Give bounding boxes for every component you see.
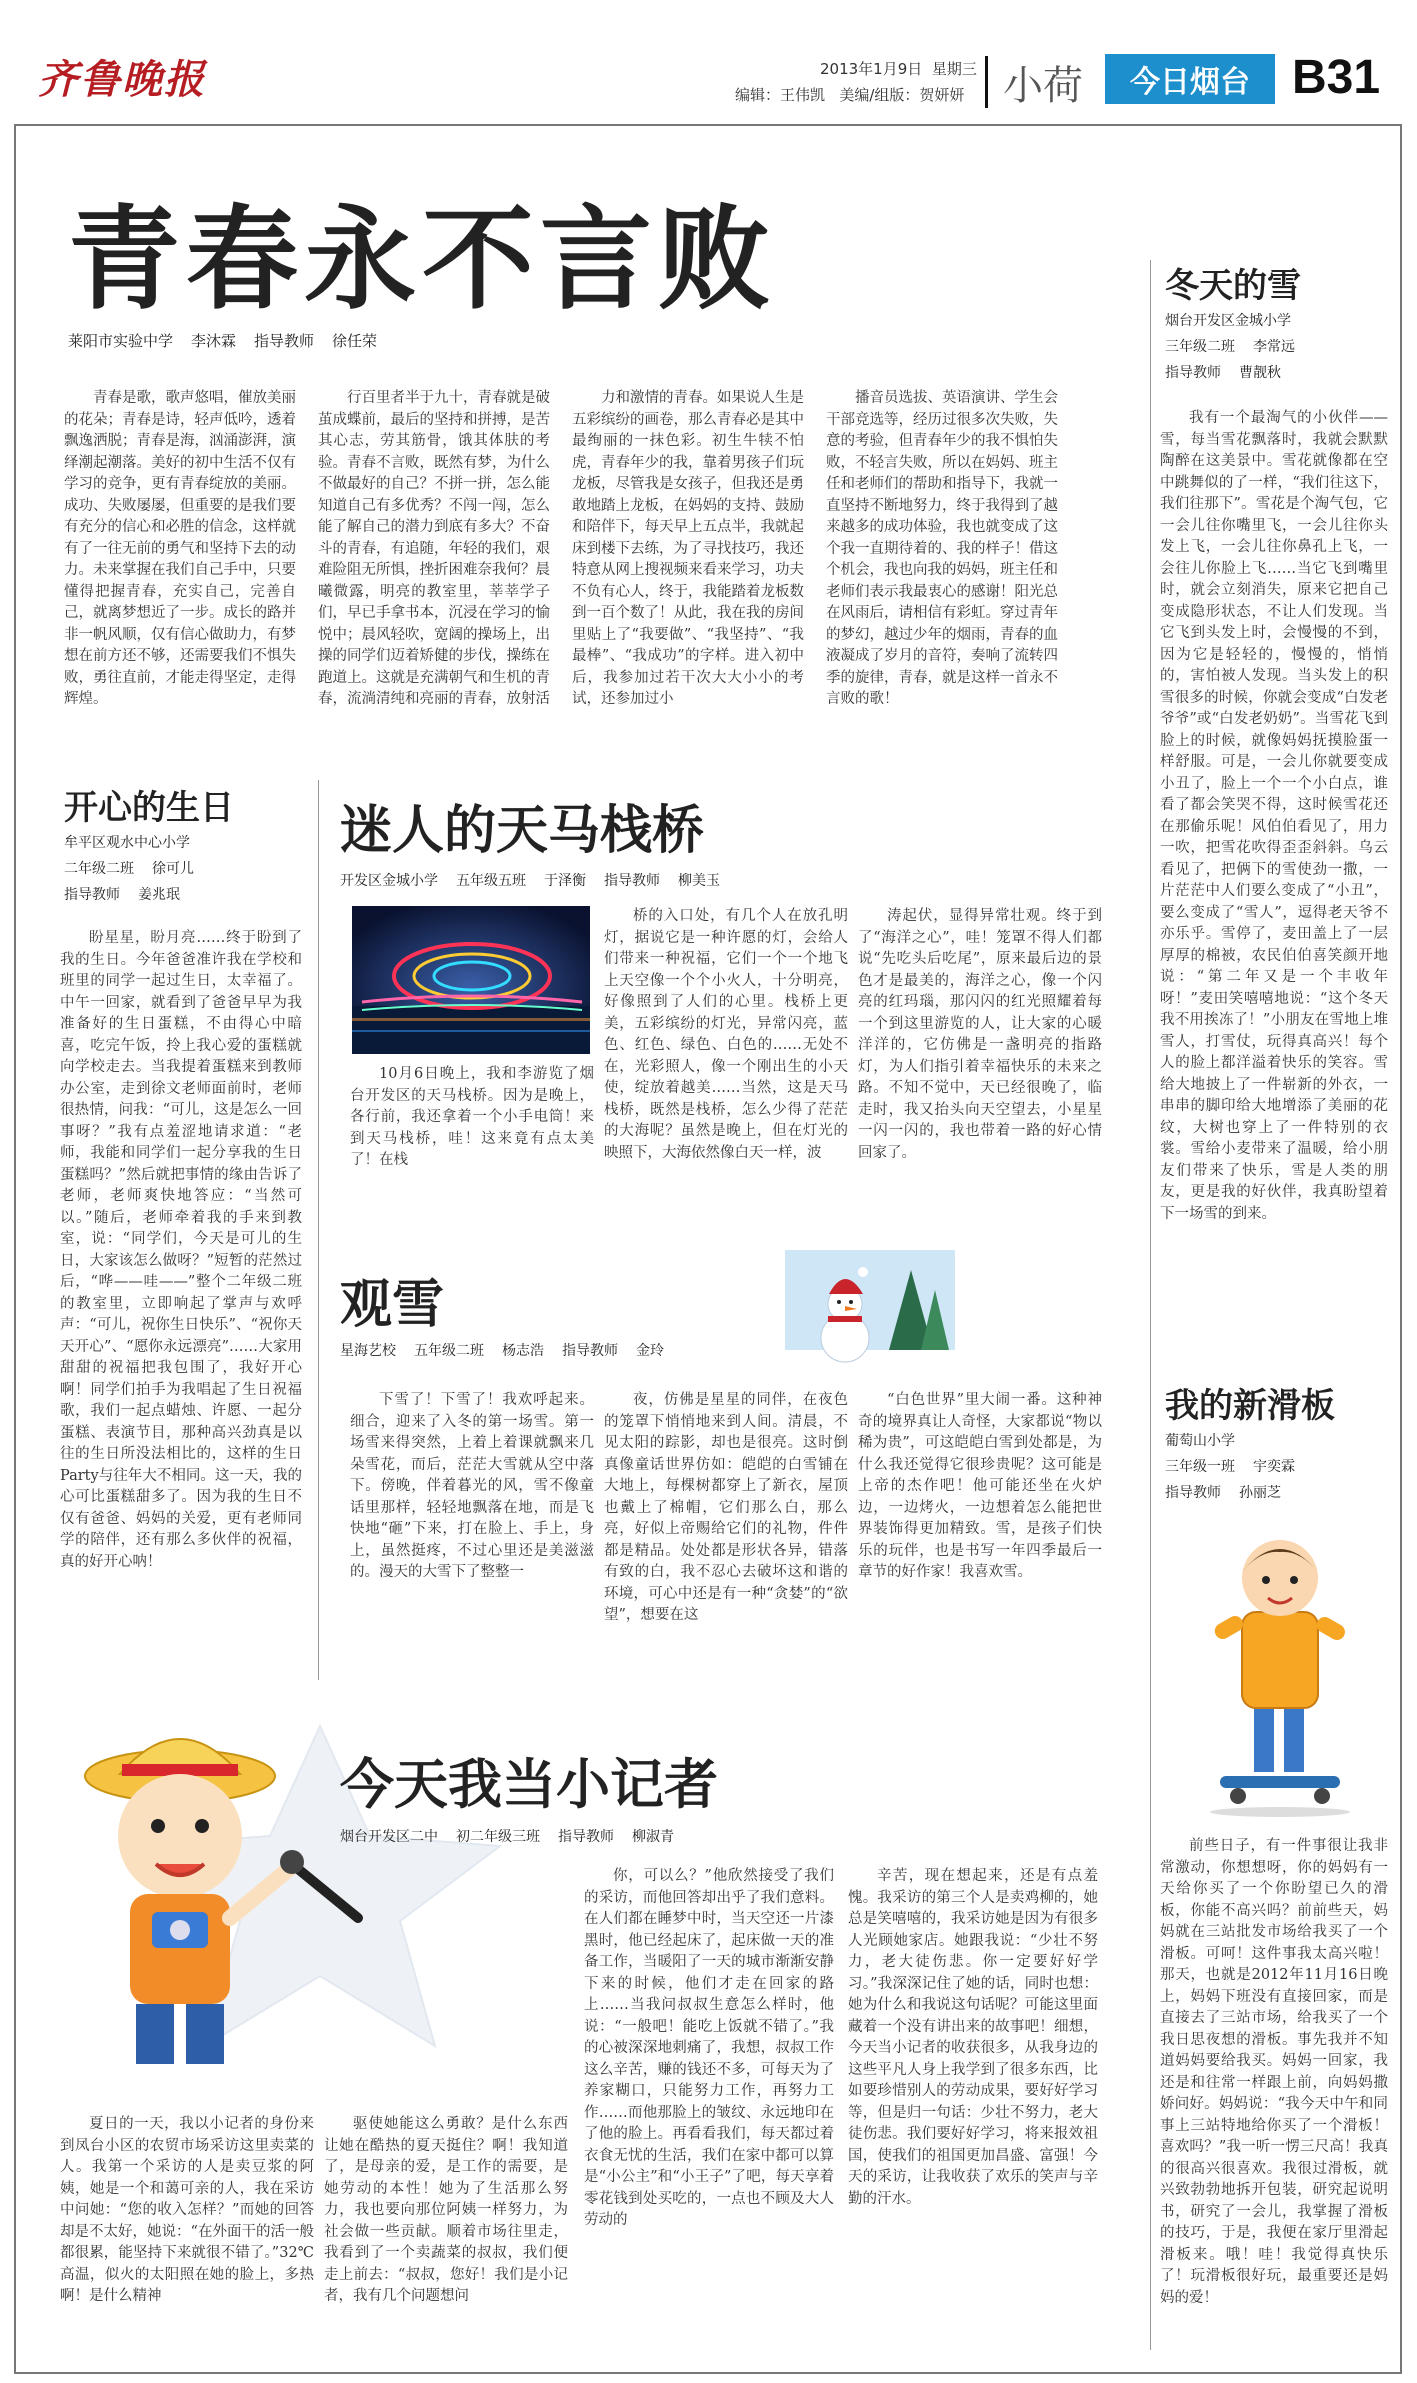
article6-teacher: 孙丽芝 [1239,1485,1281,1501]
article5-col-1: 下雪了！下雪了！我欢呼起来。细合，迎来了入冬的第一场雪。第一场雪来得突然，上着上着课就飘来几朵雪花，而后，茫茫大雪就从空中落下。傍晚，伴着暮光的风，雪不像童话里那样，轻轻地飘落在地，而是飞快地“砸”下来，打在脸上、手上，身上，虽然挺疼，不过心里还是美滋滋的。漫天的大雪下了整整一 [350,1392,594,1580]
masthead-divider [985,56,988,108]
designer-credit: 美编/组版：贺妍妍 [839,86,965,104]
article1-author: 李沐霖 [191,332,237,350]
article6-body: 前些日子，有一件事很让我非常激动，你想想呀，你的妈妈有一天给你买了一个你盼望已久的滑板，你能不高兴吗？前前些天，妈妈就在三站批发市场给我买了一个滑板。可呵！这件事我太高兴啦！那天，也就是2012年11月16日晚上，妈妈下班没有直接回家，而是直接去了三站市场，给我买了一个我日思夜想的滑板。事先我并不知道妈妈要给我买。妈妈一回家，我还是和往常一样跟上前，向妈妈撒娇问好。妈妈说：“我今天中午和同事上三站特地给你买了一个滑板！喜欢吗？”我一听一愣三尺高！我真的很高兴很喜欢。我很过滑板，就兴致勃勃地拆开包装，研究起说明书，研究了一会儿，我掌握了滑板的技巧，于是，我便在家厅里滑起滑板来。哦！哇！我觉得真快乐了！玩滑板很好玩，最重要还是妈妈的爱！ [1160,1838,1388,2306]
newspaper-logo: 齐鲁晚报 [38,56,206,103]
article3-grade-author: 二年级二班 徐可儿 [64,861,194,877]
article7-col-4: 辛苦，现在想起来，还是有点羞愧。我采访的第三个人是卖鸡柳的，她总是笑嘻嘻的，我采访她是因为有很多人光顾她家店。她跟我说：“少壮不努力，老大徒伤悲。你一定要好好学习。”我深深记住了她的话，同时也想：她为什么和我说这句话呢？可能这里面藏着一个没有讲出来的故事吧！细想，今天当小记者的收获很多，从我身边的这些平凡人身上我学到了很多东西，比如要珍惜别人的劳动成果，要好好学习等，但是归一句话：少壮不努力，老大徒伤悲。我们要好好学习，将来报效祖国，使我们的祖国更加昌盛、富强！今天的采访，让我收获了欢乐的笑声与辛勤的汗水。 [848,1868,1098,2207]
article5-byline [340,1340,682,1360]
article5-title: 观雪 [340,1275,445,1335]
article1-title: 青春永不言败 [68,195,776,325]
article4-title: 迷人的天马栈桥 [340,801,705,861]
article1-col-2: 行百里者半于九十，青春就是破茧成蝶前，最后的坚持和拼搏，是苦其心志，劳其筋骨，饿其体肤的考验。青春不言败，既然有梦，为什么不做最好的自己？不拼一拼，怎么能知道自己有多优秀？不闯一闯，怎么能了解自己的潜力到底有多大？不奋斗的青春，有追随，年轻的我们，艰难险阻无所惧，挫折困难奈我何？晨曦微露，明亮的教室里，莘莘学子们，早已手拿书本，沉浸在学习的愉悦中；晨风轻吹，宽阔的操场上，出操的同学们迈着矫健的步伐，操练在跑道上。这就是充满朝气和生机的青春，流淌清纯和亮丽的青春，放射活 [318,390,550,707]
article3-body: 盼星星，盼月亮……终于盼到了我的生日。今年爸爸准许我在学校和班里的同学一起过生日，太幸福了。中午一回家，就看到了爸爸早早为我准备好的生日蛋糕，不由得心中暗喜，吃完午饭，拎上我心爱的蛋糕就向学校走去。当我提着蛋糕来到教师办公室，走到徐文老师面前时，老师很热情，问我：“可儿，这是怎么一回事呀？”我有点羞涩地请求道：“老师，我能和同学们一起分享我的生日蛋糕吗？”然后就把事情的缘由告诉了老师，老师爽快地答应：“当然可以。”随后，老师牵着我的手来到教室，说：“同学们，今天是可儿的生日，大家该怎么做呀？”短暂的茫然过后，“哗——哇——”整个二年级二班的教室里，立即响起了掌声与欢呼声：“可儿，祝你生日快乐”、“祝你天天开心”、“愿你永远漂亮”……大家用甜甜的祝福把我包围了，我好开心啊！同学们拍手为我唱起了生日祝福歌，我们一起点蜡烛、许愿、一起分蛋糕、表演节目，那种高兴劲真是以往的生日所没法相比的，这样的生日Party与往年大不相同。这一天，我的心可比蛋糕甜多了。因为我的生日不仅有爸爸、妈妈的关爱，更有老师同学的陪伴，还有那么多伙伴的祝福，真的好开心呐！ [60,930,302,1570]
article4-author: 于泽衡 [544,873,586,889]
article5-col-3: “白色世界”里大闹一番。这种神奇的境界真让人奇怪，大家都说“物以稀为贵”，可这皑皑白雪到处都是，为什么我还觉得它很珍贵呢？这可能是上帝的杰作吧！他可能还坐在火炉边，一边烤火，一边想着怎么能把世界装饰得更加精致。雪，是孩子们快乐的玩伴，也是书写一年四季最后一章节的好作家！我喜欢雪。 [858,1392,1102,1580]
article2-body: 我有一个最淘气的小伙伴——雪，每当雪花飘落时，我就会默默陶醉在这美景中。雪花就像都在空中跳舞似的了一样，“我们往这下，我们往那下”。雪花是个淘气包，它一会儿往你嘴里飞，一会儿往你头发上飞，一会儿往你鼻孔上飞，一会往儿你脸上飞……当它飞到嘴里时，就会立刻消失，原来它把自己变成隐形状态，不让人们发现。当它飞到头发上时，会慢慢的不到，因为它是轻轻的，慢慢的，悄悄的，害怕被人发现。当头发上的积雪很多的时候，你就会变成“白发老爷爷”或“白发老奶奶”。当雪花飞到脸上的时候，就像妈妈抚摸脸蛋一样舒服。可是，一会儿你就要变成小丑了，脸上一个一个小白点，谁看了都会笑哭不得，这时候雪花还在那偷乐呢！风伯伯看见了，用力一吹，把雪花吹得歪歪斜斜。乌云看见了，把俩下的雪使劲一撒，一片茫茫中人们要么变成了“小丑”，要么变成了“雪人”，逗得老天爷不亦乐乎。雪停了，麦田盖上了一层厚厚的棉被，农民伯伯喜笑颜开地说：“第二年又是一个丰收年呀！”麦田笑嘻嘻地说：“这个冬天我不用挨冻了！”小朋友在雪地上堆雪人，打雪仗，玩得真高兴！每个人的脸上都洋溢着快乐的笑容。雪给大地披上了一件崭新的外衣，一串串的脚印给大地增添了美丽的花纹，大树也穿上了一件特别的衣裳。雪给小麦带来了温暖，给小朋友们带来了快乐，雪是人类的朋友，更是我的好伙伴，我真盼望着下一场雪的到来。 [1160,410,1388,1222]
article6-school: 葡萄山小学 [1165,1433,1235,1449]
article6-grade-author: 三年级一班 宇奕霖 [1165,1459,1295,1475]
bridge-night-photo [352,906,590,1054]
page-number: B31 [1292,51,1381,104]
article2-teacher-line: 指导教师 曹靓秋 [1165,365,1281,381]
article7-teacher: 柳淑青 [632,1829,674,1845]
editor-credits: 编辑：王伟凯 美编/组版：贺妍妍 [735,86,965,104]
article7-col-1: 夏日的一天，我以小记者的身份来到凤台小区的农贸市场采访这里卖菜的人。我第一个采访的人是卖豆浆的阿姨，她是一个和蔼可亲的人，我在采访中问她：“您的收入怎样？”而她的回答却是不太好，她说：“在外面干的活一般都很累，能坚持下来就很不错了。”32℃高温，似火的太阳照在她的脸上，多热啊！是什么精神 [60,2116,314,2304]
article2-grade-author: 三年级二班 李常远 [1165,339,1295,355]
article7-col-2: 驱使她能这么勇敢？是什么东西让她在酷热的夏天挺住？啊！我知道了，是母亲的爱，是工作的需要，是她劳动的本性！她为了生活那么努力，我也要向那位阿姨一样努力，为社会做一些贡献。顺着市场往里走，我看到了一个卖蔬菜的叔叔，我们便走上前去：“叔叔，您好！我们是小记者，我有几个问题想问 [324,2116,568,2304]
article1-teacher-label: 指导教师 [254,332,315,350]
issue-date: 2013年1月9日 星期三 [820,60,977,78]
article1-byline [68,330,395,351]
column-divider [1150,260,1151,2350]
article4-school: 开发区金城小学 [340,873,438,889]
article5-author: 杨志浩 [502,1343,544,1359]
snowman-illustration [785,1250,955,1378]
article1-col-3: 力和激情的青春。如果说人生是五彩缤纷的画卷，那么青春必是其中最绚丽的一抹色彩。初生牛犊不怕虎，青春年少的我，靠着男孩子们玩龙板，尽管我是女孩子，但我还是勇敢地踏上龙板，在妈妈的支持、鼓励和陪伴下，每天早上五点半，我就起床到楼下去练，为了寻找技巧，我还特意从网上搜视频来看来学习，功夫不负有心人，终于，我能踏着龙板数到一百个数了！从此，我在我的房间里贴上了“我要做”、“我坚持”、“我最棒”、“我成功”的字样。进入初中后，我参加过若干次大大小小的考试，还参加过小 [572,390,804,707]
article2-teacher: 曹靓秋 [1239,365,1281,381]
article5-school: 星海艺校 [340,1343,396,1359]
weekday: 星期三 [931,60,977,78]
article2-author: 李常远 [1253,339,1295,355]
section-name: 小荷 [1003,63,1083,109]
article1-col-4: 播音员选拔、英语演讲、学生会干部竞选等，经历过很多次失败，失意的考验，但青春年少的我不惧怕失败，不轻言失败，所以在妈妈、班主任和老师们的帮助和指导下，我就一直坚持不断地努力，终于我得到了越来越多的成功体验，我也就变成了这个我一直期待着的、我的样子！借这个机会，我也向我的妈妈，班主任和老师们表示我最衷心的感谢！阳光总在风雨后，请相信有彩虹。穿过青年的梦幻，越过少年的烟雨，青春的血液凝成了岁月的音符，奏响了流转四季的旋律，青春，就是这样一首永不言败的歌！ [826,390,1058,707]
article4-col-1: 10月6日晚上，我和李游览了烟台开发区的天马栈桥。因为是晚上，各行前，我还拿着一个小手电筒！来到天马栈桥，哇！这来竟有点太美了！在栈 [350,1066,594,1168]
skateboard-boy-illustration [1180,1520,1380,1820]
section-badge: 今日烟台 [1105,54,1275,104]
article3-author: 徐可儿 [152,861,194,877]
article4-teacher-label: 指导教师 [604,873,660,889]
article2-title: 冬天的雪 [1165,266,1301,306]
article4-byline [340,870,738,890]
article4-col-3: 涛起伏，显得异常壮观。终于到了“海洋之心”，哇！笼罩不得人们都说“先吃头后吃尾”，原来最后边的景色才是最美的，海洋之心，像一个闪亮的红玛瑙，那闪闪的红光照耀着每一个到这里游览的人，让大家的心暖洋洋的，它仿佛是一盏明亮的指路灯，为人们指引着幸福快乐的未来之路。不知不觉中，天已经很晚了，临走时，我又抬头向天空望去，小星星一闪一闪的，我也带着一路的好心情回家了。 [858,908,1102,1161]
article4-teacher: 柳美玉 [678,873,720,889]
article1-school: 莱阳市实验中学 [68,332,174,350]
article5-grade: 五年级二班 [414,1343,484,1359]
article7-col-3: 你，可以么？”他欣然接受了我们的采访，而他回答却出乎了我们意料。在人们都在睡梦中时，当天空还一片漆黑时，他已经起床了，起床做一天的准备工作，当暖阳了一天的城市渐渐安静下来的时候，他们才走在回家的路上……当我问叔叔生意怎么样时，他说：“一般吧！能吃上饭就不错了。”我的心被深深地刺痛了，我想，叔叔工作这么辛苦，赚的钱还不多，可每天为了养家糊口，只能努力工作，再努力工作……而他那脸上的皱纹、永远地印在了他的脸上。再看看我们，每天都过着衣食无忧的生活，我们在家中都可以算是“小公主”和“小王子”了吧，每天享着零花钱到处买吃的，一点也不顾及大人劳动的 [584,1868,834,2228]
article5-teacher-label: 指导教师 [562,1343,618,1359]
article7-school: 烟台开发区二中 [340,1829,438,1845]
article7-grade: 初二年级三班 [456,1829,540,1845]
article4-col-2: 桥的入口处，有几个人在放孔明灯，据说它是一种许愿的灯，会给人们带来一种祝福，它们一个一个地飞上天空像一个个小火人，十分明亮，好像照到了人们的心里。栈桥上更美，五彩缤纷的灯光，异常闪亮，蓝色、红色、绿色、白色的……无处不在，光彩照人，像一个刚出生的小天使，绽放着越美……当然，这是天马栈桥，既然是栈桥，怎么少得了茫茫的大海呢？虽然是晚上，但在灯光的映照下，大海依然像白天一样，波 [604,908,848,1161]
article7-byline [340,1826,692,1846]
column-divider [318,780,319,1680]
article5-col-2: 夜，仿佛是星星的同伴，在夜色的笼罩下悄悄地来到人间。清晨，不见太阳的踪影，却也是很亮。这时倒真像童话世界仿如：皑皑的白雪铺在大地上，每棵树都穿上了新衣，屋顶也戴上了棉帽，它们那么白，那么亮，好似上帝赐给它们的礼物，件件都是精品。处处都是形状各异，错落有致的白，我不忍心去破坏这和谐的环境，可心中还是有一种“贪婪”的“欲望”，想要在这 [604,1392,848,1623]
article5-teacher: 金玲 [636,1343,664,1359]
article4-grade: 五年级五班 [456,873,526,889]
article3-title: 开心的生日 [64,788,234,828]
article1-teacher: 徐任荣 [332,332,378,350]
article7-teacher-label: 指导教师 [558,1829,614,1845]
article6-title: 我的新滑板 [1165,1386,1335,1426]
article1-col-1: 青春是歌，歌声悠唱，催放美丽的花朵；青春是诗，轻声低吟，透着飘逸洒脱；青春是海，汹涌澎湃，演绎潮起潮落。美好的初中生活不仅有学习的竞争，更有青春绽放的美丽。成功、失败屡屡，但重要的是我们要有充分的信心和必胜的信念，这样就有了一往无前的勇气和坚持下去的动力。未来掌握在我们自己手中，只要懂得把握青春，充实自己，完善自己，就离梦想近了一步。成长的路并非一帆风顺，仅有信心做助力，有梦想在前方还不够，还需要我们不惧失败，勇往直前，才能走得坚定，走得辉煌。 [64,390,296,707]
article3-school: 牟平区观水中心小学 [64,835,190,851]
article3-teacher-line: 指导教师 姜兆珉 [64,887,180,903]
article6-teacher-line: 指导教师 孙丽芝 [1165,1485,1281,1501]
article6-author: 宇奕霖 [1253,1459,1295,1475]
article7-title: 今天我当小记者 [340,1753,718,1816]
article3-teacher: 姜兆珉 [138,887,180,903]
article2-school: 烟台开发区金城小学 [1165,313,1291,329]
